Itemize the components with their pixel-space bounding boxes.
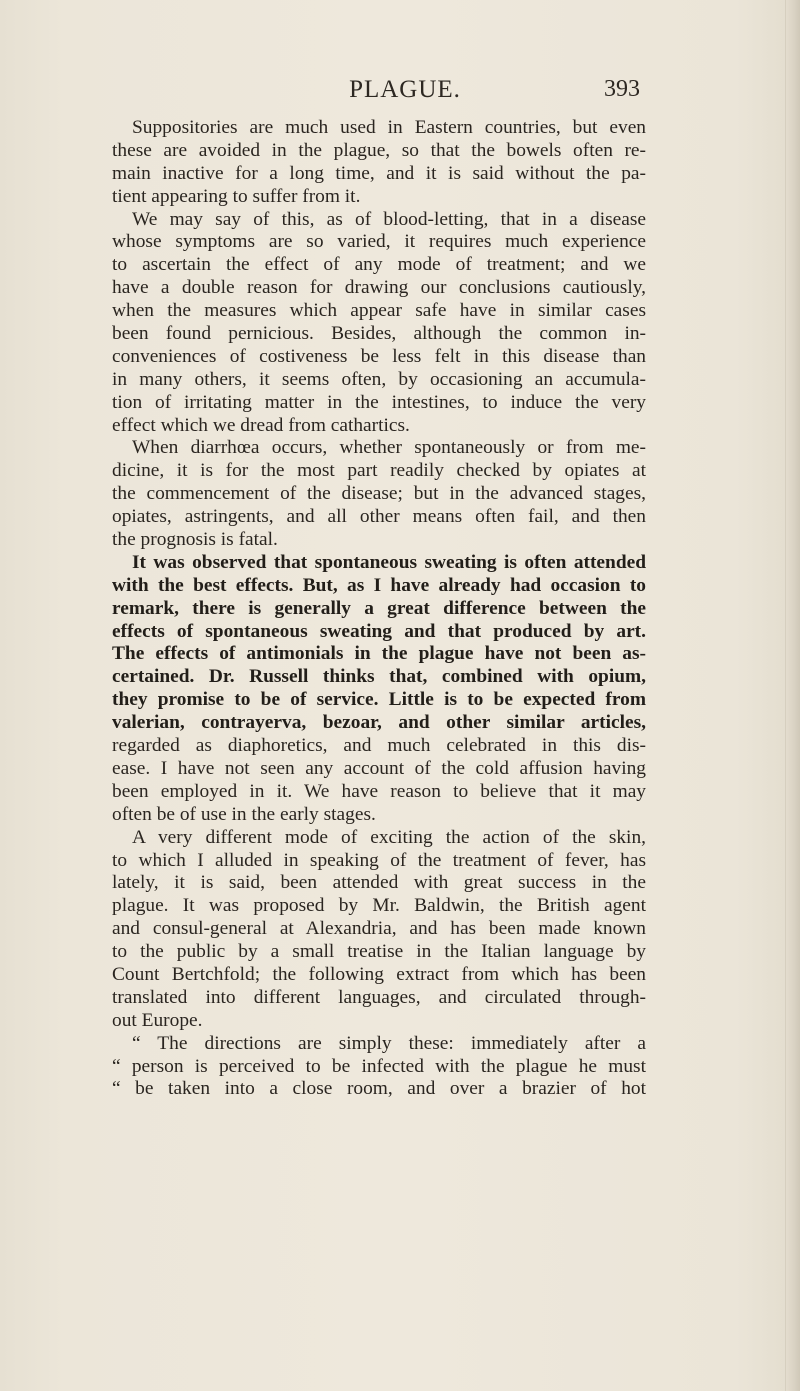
text-line: have a double reason for drawing our conclusions cautiously,	[112, 277, 646, 299]
text-line: to the public by a small treatise in the Italian language by	[112, 941, 646, 963]
text-line: “ The directions are simply these: immediately after a	[132, 1032, 646, 1054]
text-line: translated into different languages, and circulated through-	[112, 986, 646, 1008]
text-line: tion of irritating matter in the intestines, to induce the very	[112, 391, 646, 413]
text-line: “ be taken into a close room, and over a brazier of hot	[112, 1078, 646, 1100]
text-line: the commencement of the disease; but in the advanced stages,	[112, 483, 646, 505]
page-header	[0, 76, 800, 110]
text-line: main inactive for a long time, and it is said without the pa-	[112, 162, 646, 184]
text-line: whose symptoms are so varied, it requires much experience	[112, 231, 646, 253]
text-line: been found pernicious. Besides, although the common in-	[112, 323, 646, 345]
text-line: in many others, it seems often, by occasioning an accumula-	[112, 368, 646, 390]
text-line: when the measures which appear safe have in similar cases	[112, 300, 646, 322]
text-line: tient appearing to suffer from it.	[112, 185, 361, 207]
text-line: When diarrhœa occurs, whether spontaneously or from me-	[132, 437, 646, 459]
text-line: opiates, astringents, and all other means often fail, and then	[112, 506, 646, 528]
text-line: Suppositories are much used in Eastern countries, but even	[132, 117, 646, 138]
text-line: certained. Dr. Russell thinks that, combined with opium,	[112, 666, 646, 688]
text-line: effects of spontaneous sweating and that produced by art.	[112, 620, 646, 642]
text-line: the prognosis is fatal.	[112, 529, 278, 551]
text-line: they promise to be of service. Little is to be expected from	[112, 689, 646, 711]
page-edge	[785, 0, 800, 1391]
text-line: The effects of antimonials in the plague have not been as-	[112, 643, 646, 665]
text-line: conveniences of costiveness be less felt in this disease than	[112, 345, 646, 367]
text-line: often be of use in the early stages.	[112, 803, 376, 825]
text-line: Count Bertchfold; the following extract from which has been	[112, 963, 646, 985]
text-line: to which I alluded in speaking of the treatment of fever, has	[112, 849, 646, 871]
text-line: valerian, contrayerva, bezoar, and other similar articles,	[112, 712, 646, 734]
text-line: out Europe.	[112, 1009, 203, 1031]
text-line: these are avoided in the plague, so that the bowels often re-	[112, 139, 646, 161]
text-line: regarded as diaphoretics, and much celebrated in this dis-	[112, 735, 646, 757]
text-line: with the best effects. But, as I have already had occasion to	[112, 574, 646, 596]
body-text	[112, 117, 646, 1101]
page-number: 393	[604, 76, 640, 102]
text-line: dicine, it is for the most part readily checked by opiates at	[112, 460, 646, 482]
text-line: We may say of this, as of blood-letting, that in a disease	[132, 208, 646, 230]
text-line: been employed in it. We have reason to believe that it may	[112, 780, 646, 802]
text-line: lately, it is said, been attended with great success in the	[112, 872, 646, 894]
text-line: plague. It was proposed by Mr. Baldwin, the British agent	[112, 895, 646, 917]
text-line: effect which we dread from cathartics.	[112, 414, 410, 436]
text-line: It was observed that spontaneous sweating is often attended	[132, 551, 646, 573]
text-line: remark, there is generally a great difference between the	[112, 597, 646, 619]
text-line: A very different mode of exciting the action of the skin,	[132, 826, 646, 848]
text-line: to ascertain the effect of any mode of treatment; and we	[112, 254, 646, 276]
text-line: and consul-general at Alexandria, and has been made known	[112, 918, 646, 940]
text-line: ease. I have not seen any account of the cold affusion having	[112, 757, 646, 779]
text-line: “ person is perceived to be infected with the plague he must	[112, 1055, 646, 1077]
running-head: PLAGUE.	[349, 76, 461, 103]
